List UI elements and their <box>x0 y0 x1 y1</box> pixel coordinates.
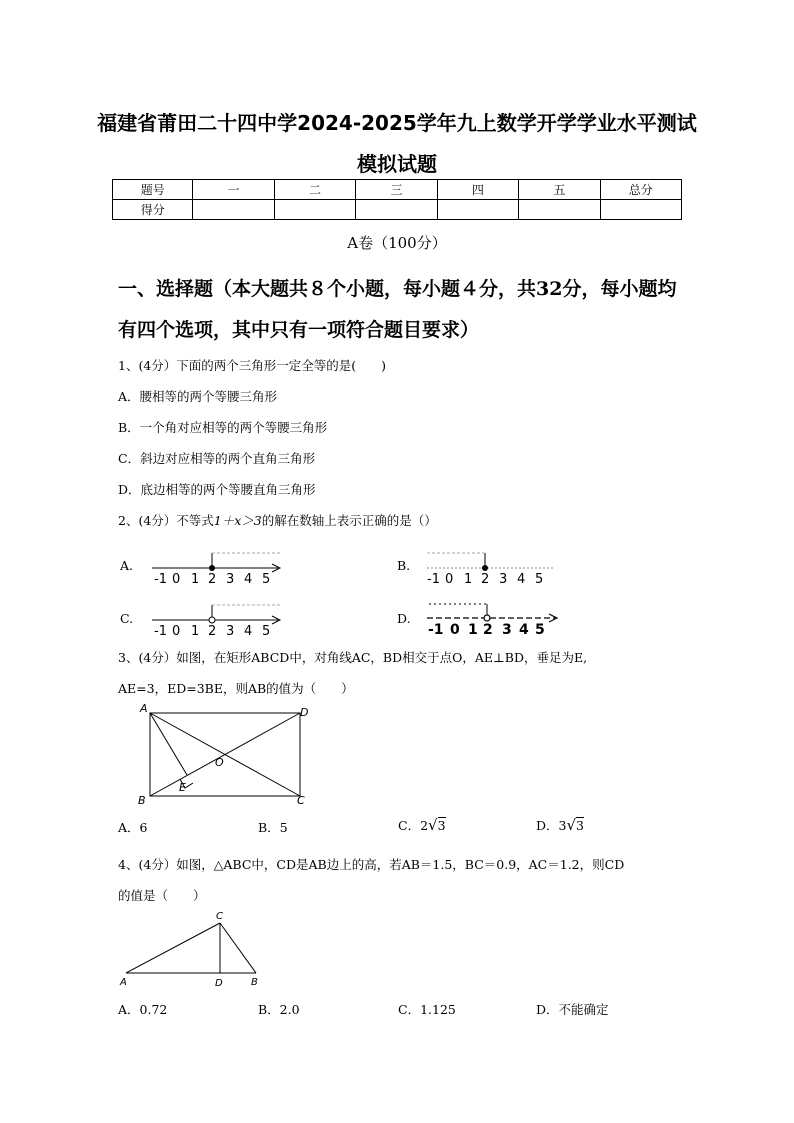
sqrt-symbol: √ <box>566 816 577 834</box>
tick-label: 0 <box>450 622 460 638</box>
question-1-option-c: C．斜边对应相等的两个直角三角形 <box>118 451 316 466</box>
number-line-b-ticks <box>427 572 543 587</box>
score-cell <box>437 200 518 220</box>
question-3-stem-line-1: 3、(4分）如图，在矩形ABCD中，对角线AC，BD相交于点O，AE⊥BD，垂足为E, <box>118 650 588 665</box>
score-cell <box>519 200 600 220</box>
question-2-option-c-label: C. <box>120 611 134 626</box>
score-table-header-cell: 一 <box>193 180 274 200</box>
tick-label: -1 <box>154 572 167 587</box>
question-3-option-c <box>398 816 446 834</box>
question-4-stem-line-1: 4、(4分）如图，△ABC中，CD是AB边上的高，若AB＝1.5，BC＝0.9，AC＝1.2，则CD <box>118 857 625 872</box>
rectangle-abcd-figure <box>134 700 314 810</box>
question-4-stem-line-2: 的值是（ ） <box>118 888 206 903</box>
tick-label: 4 <box>244 572 253 587</box>
radicand: 3 <box>576 818 584 833</box>
document-title-line-2: 模拟试题 <box>357 152 437 176</box>
vertex-label-b: B <box>138 794 146 807</box>
number-line-c-ticks <box>154 624 270 639</box>
number-line-a-ticks <box>154 572 270 587</box>
question-3-option-d <box>536 816 584 834</box>
score-table-header-cell: 题号 <box>113 180 193 200</box>
score-cell <box>600 200 681 220</box>
question-1-option-b: B．一个角对应相等的两个等腰三角形 <box>118 420 328 435</box>
score-cell <box>274 200 355 220</box>
tick-label: 3 <box>226 572 235 587</box>
tick-label: 1 <box>191 624 200 639</box>
vertex-label-c: C <box>216 911 223 922</box>
tick-label: 5 <box>262 624 271 639</box>
score-table-header-cell: 总分 <box>600 180 681 200</box>
question-4-option-b: B．2.0 <box>258 1002 300 1017</box>
score-cell <box>193 200 274 220</box>
score-table-header-cell: 四 <box>437 180 518 200</box>
option-label: B． <box>258 820 280 835</box>
vertex-label-a: A <box>120 977 127 988</box>
score-table-header-row <box>113 180 682 200</box>
question-1-option-d: D．底边相等的两个等腰直角三角形 <box>118 482 316 497</box>
tick-label: 2 <box>483 622 493 638</box>
point-label-o: O <box>215 756 224 769</box>
tick-label: 1 <box>468 622 478 638</box>
tick-label: -1 <box>154 624 167 639</box>
tick-label: 4 <box>244 624 253 639</box>
document-title-line-1: 福建省莆田二十四中学2024-2025学年九上数学开学学业水平测试 <box>97 111 697 135</box>
number-line-c <box>150 600 290 640</box>
number-line-b <box>425 548 565 588</box>
tick-label: 1 <box>191 572 200 587</box>
section-heading-line-2: 有四个选项，其中只有一项符合题目要求） <box>118 319 480 341</box>
radicand: 3 <box>437 818 446 833</box>
tick-label: -1 <box>428 622 444 638</box>
tick-label: 3 <box>502 622 512 638</box>
tick-label: 2 <box>481 572 490 587</box>
vertex-label-d: D <box>300 706 309 719</box>
tick-label: 0 <box>445 572 454 587</box>
question-4-option-d: D．不能确定 <box>536 1002 609 1017</box>
point-label-e: E <box>179 781 186 794</box>
tick-label: 5 <box>535 622 545 638</box>
score-table-row-label: 得分 <box>113 200 193 220</box>
score-table-header-cell: 二 <box>274 180 355 200</box>
tick-label: 1 <box>464 572 473 587</box>
score-table <box>112 179 682 220</box>
tick-label: 5 <box>535 572 544 587</box>
tick-label: 0 <box>172 624 181 639</box>
score-table-header-cell: 五 <box>519 180 600 200</box>
question-2-option-d-label: D. <box>397 611 411 626</box>
question-3-stem-line-2: AE=3，ED=3BE，则AB的值为（ ） <box>118 681 354 696</box>
option-label: A． <box>118 820 140 835</box>
question-4-option-a: A．0.72 <box>118 1002 168 1017</box>
score-table-header-cell: 三 <box>356 180 437 200</box>
point-label-d: D <box>215 978 223 989</box>
tick-label: -1 <box>427 572 440 587</box>
tick-label: 3 <box>499 572 508 587</box>
sqrt-symbol: √ <box>428 816 438 834</box>
question-1-stem: 1、(4分）下面的两个三角形一定全等的是( ) <box>118 358 387 373</box>
question-2-stem-pre: 2、(4分）不等式 <box>118 513 214 528</box>
option-label: C． <box>398 818 421 833</box>
question-4-option-c: C．1.125 <box>398 1002 456 1017</box>
question-2-stem <box>118 511 437 529</box>
vertex-label-b: B <box>251 977 258 988</box>
question-2-stem-post: 的解在数轴上表示正确的是（） <box>261 513 437 528</box>
tick-label: 4 <box>517 572 526 587</box>
radical-coefficient: 2 <box>420 818 429 833</box>
question-1-option-a: A．腰相等的两个等腰三角形 <box>118 389 278 404</box>
question-3-option-b <box>258 818 288 836</box>
score-cell <box>356 200 437 220</box>
question-3-option-a <box>118 818 147 836</box>
volume-title: A卷（100分） <box>347 234 447 252</box>
tick-label: 5 <box>262 572 271 587</box>
inequality-expression: 1＋x＞3 <box>213 513 262 528</box>
option-value: 6 <box>139 820 148 835</box>
section-heading-line-1: 一、选择题（本大题共８个小题，每小题４分，共32分，每小题均 <box>118 278 677 300</box>
tick-label: 2 <box>208 572 217 587</box>
triangle-abc-figure <box>118 905 268 990</box>
score-table-score-row <box>113 200 682 220</box>
vertex-label-c: C <box>297 794 305 807</box>
option-label: D． <box>536 818 559 833</box>
radical-coefficient: 3 <box>558 818 567 833</box>
question-2-option-a-label: A. <box>120 558 134 573</box>
option-value: 5 <box>279 820 288 835</box>
question-2-option-b-label: B. <box>397 558 411 573</box>
tick-label: 0 <box>172 572 181 587</box>
tick-label: 2 <box>208 624 217 639</box>
tick-label: 3 <box>226 624 235 639</box>
number-line-a <box>150 548 290 588</box>
number-line-d-ticks <box>428 622 545 638</box>
vertex-label-a: A <box>140 702 148 715</box>
number-line-d <box>425 598 570 640</box>
tick-label: 4 <box>519 622 529 638</box>
